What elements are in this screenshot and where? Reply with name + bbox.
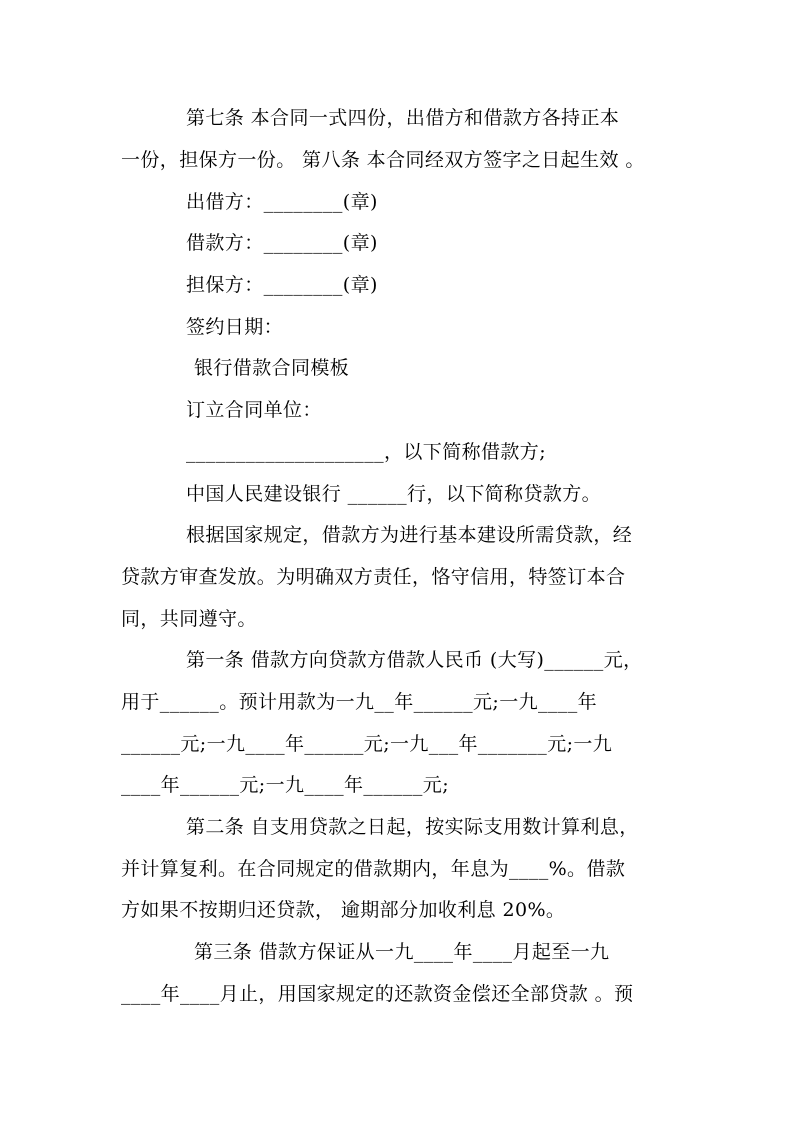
article-1-line-4: ____年______元;一九____年______元; xyxy=(121,774,450,796)
preamble-line-2: 贷款方审查发放。为明确双方责任，恪守信用，特签订本合 xyxy=(121,566,626,588)
preamble-line-1: 根据国家规定，借款方为进行基本建设所需贷款，经 xyxy=(186,524,633,546)
contract-parties-label: 订立合同单位： xyxy=(186,399,322,421)
article-3-line-2: ____年____月止，用国家规定的还款资金偿还全部贷款 。预 xyxy=(121,983,634,1005)
article-3-line-1: 第三条 借款方保证从一九____年____月起至一九 xyxy=(194,941,610,963)
guarantor-signature-line: 担保方：________(章) xyxy=(186,274,378,296)
article-1-line-3: ______元;一九____年______元;一九___年_______元;一九 xyxy=(121,733,613,755)
article-1-line-1: 第一条 借款方向贷款方借款人民币 (大写)______元， xyxy=(186,649,643,671)
article-7-8-line-2: 一份，担保方一份。 第八条 本合同经双方签字之日起生效 。 xyxy=(121,149,645,171)
article-2-line-2: 并计算复利。在合同规定的借款期内，年息为____%。借款 xyxy=(121,858,626,880)
article-2-line-3: 方如果不按期归还贷款， 逾期部分加收利息 20%。 xyxy=(121,899,566,921)
article-2-line-1: 第二条 自支用贷款之日起，按实际支用数计算利息， xyxy=(186,816,639,838)
lender-signature-line: 出借方：________(章) xyxy=(186,191,378,213)
borrower-signature-line: 借款方：________(章) xyxy=(186,232,378,254)
signing-date-line: 签约日期： xyxy=(186,316,284,338)
template-heading: 银行借款合同模板 xyxy=(194,357,350,379)
borrower-party-line: ____________________，以下简称借款方; xyxy=(186,441,547,463)
preamble-line-3: 同，共同遵守。 xyxy=(121,608,257,630)
article-1-line-2: 用于______。预计用款为一九__年______元;一九____年 xyxy=(121,691,598,713)
lender-party-line: 中国人民建设银行 ______行，以下简称贷款方。 xyxy=(186,483,602,505)
article-7-line-1: 第七条 本合同一式四份，出借方和借款方各持正本 xyxy=(186,107,620,129)
